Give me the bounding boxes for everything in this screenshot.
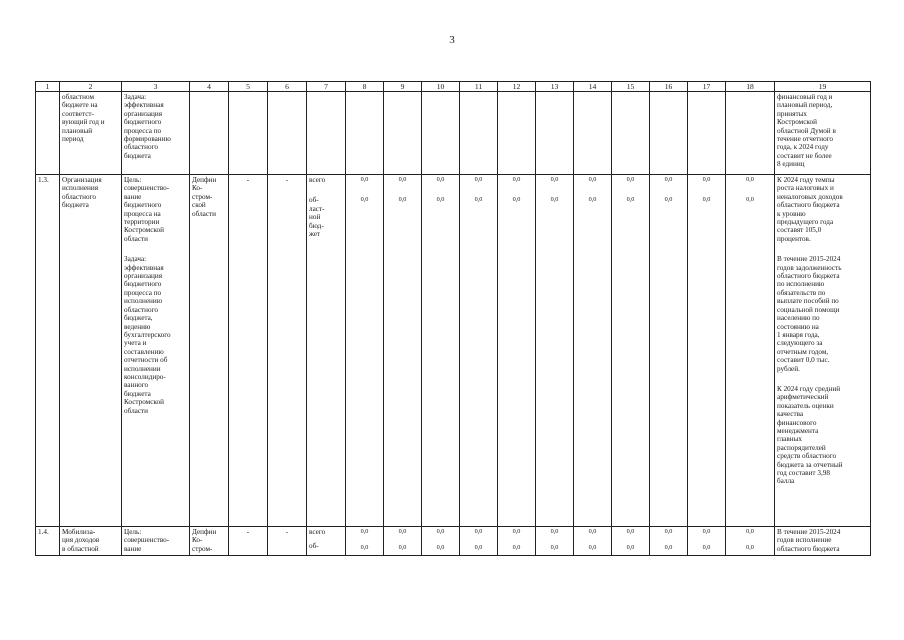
indicator-debt: В течение 2015-2024 годов задолженность областного бюджета по исполнению обязательств по выплате пособий по социальной помощи населению по состоянию на 1 января года, следующего за отчетным годом, составит 0,0 тыс. рублей. <box>777 255 842 373</box>
amount-regional: 0,0 <box>746 544 754 552</box>
empty-cell <box>346 92 384 175</box>
measure-name: областном бюджете на соответст- вующий год и плановый период <box>60 92 122 175</box>
empty-cell <box>574 92 612 175</box>
header-row <box>36 82 871 92</box>
funding-total: всего <box>309 176 326 184</box>
amount-cell <box>650 527 688 556</box>
amount-regional: 0,0 <box>664 196 673 204</box>
amount-cell <box>536 175 574 527</box>
empty-cell <box>229 92 268 175</box>
target-indicator: В течение 2015-2024 годов исполнение областного бюджета <box>775 527 871 556</box>
amount-cell <box>574 175 612 527</box>
amount-total: 0,0 <box>746 176 754 183</box>
amount-regional: 0,0 <box>588 196 597 204</box>
empty-cell <box>498 92 536 175</box>
amount-regional: 0,0 <box>702 544 711 552</box>
amount-cell <box>384 175 422 527</box>
col-number: 16 <box>650 82 688 92</box>
measure-task: Задача: эффективная организация бюджетного процесса по исполнению областного бюджета, ведению бухгалтерского учета и составлению отчетности об исполнении консолидиро- ванного бюджета Костромской области <box>124 255 171 415</box>
amount-cell <box>346 527 384 556</box>
dash-cell: - <box>268 527 307 556</box>
table-row-1-4 <box>36 527 871 556</box>
col-number: 12 <box>498 82 536 92</box>
amount-cell <box>498 175 536 527</box>
amount-cell <box>688 527 726 556</box>
executor: Депфин Ко- стром- ской области <box>190 175 229 527</box>
funding-regional: об- ласт- ной бюд- жет <box>309 196 325 239</box>
measure-goal: Цель: совершенство- вание бюджетного процесса на территории Костромской области <box>124 176 170 243</box>
col-number: 8 <box>346 82 384 92</box>
dash-cell: - <box>229 175 268 527</box>
col-number: 4 <box>190 82 229 92</box>
funding-source <box>307 527 346 556</box>
amount-cell <box>726 175 775 527</box>
amount-regional: 0,0 <box>474 544 483 552</box>
amount-regional: 0,0 <box>512 196 521 204</box>
amount-cell <box>422 527 460 556</box>
measure-task: Задача: эффективная организация бюджетного процесса по формированию областного бюджета <box>122 92 190 175</box>
amount-regional: 0,0 <box>436 196 445 204</box>
row-number <box>36 92 60 175</box>
empty-cell <box>536 92 574 175</box>
amount-cell <box>346 175 384 527</box>
col-number: 7 <box>307 82 346 92</box>
amount-regional: 0,0 <box>512 544 521 552</box>
indicator-tax-growth: К 2024 году темпы роста налоговых и неналоговых доходов областного бюджета к уровню предыдущего года составят 105,0 процентов. <box>777 176 843 243</box>
amount-regional: 0,0 <box>702 196 711 204</box>
col-number: 9 <box>384 82 422 92</box>
empty-cell <box>190 92 229 175</box>
program-table <box>35 81 871 556</box>
row-number: 1.3. <box>36 175 60 527</box>
amount-regional: 0,0 <box>474 196 483 204</box>
amount-total: 0,0 <box>436 528 445 535</box>
amount-regional: 0,0 <box>360 196 369 204</box>
col-number: 11 <box>460 82 498 92</box>
dash-cell: - <box>229 527 268 556</box>
col-number: 6 <box>268 82 307 92</box>
amount-total: 0,0 <box>398 176 407 183</box>
amount-regional: 0,0 <box>398 544 407 552</box>
measure-name: Организация исполнения областного бюджета <box>60 175 122 527</box>
amount-total: 0,0 <box>550 176 559 183</box>
amount-total: 0,0 <box>626 528 635 535</box>
col-number: 3 <box>122 82 190 92</box>
amount-regional: 0,0 <box>626 544 635 552</box>
funding-source <box>307 175 346 527</box>
page-number: 3 <box>449 34 455 46</box>
amount-total: 0,0 <box>746 528 754 535</box>
amount-total: 0,0 <box>512 176 521 183</box>
amount-total: 0,0 <box>436 176 445 183</box>
col-number: 5 <box>229 82 268 92</box>
amount-cell <box>726 527 775 556</box>
empty-cell <box>307 92 346 175</box>
empty-cell <box>422 92 460 175</box>
amount-cell <box>574 527 612 556</box>
amount-total: 0,0 <box>512 528 521 535</box>
empty-cell <box>268 92 307 175</box>
executor: Депфин Ко- стром- <box>190 527 229 556</box>
amount-total: 0,0 <box>664 528 673 535</box>
amount-cell <box>460 527 498 556</box>
amount-total: 0,0 <box>588 176 597 183</box>
amount-regional: 0,0 <box>550 196 559 204</box>
amount-cell <box>688 175 726 527</box>
amount-regional: 0,0 <box>626 196 635 204</box>
empty-cell <box>384 92 422 175</box>
target-indicators <box>775 175 871 527</box>
col-number: 15 <box>612 82 650 92</box>
amount-total: 0,0 <box>360 176 369 183</box>
funding-regional: об- <box>309 542 319 551</box>
col-number: 14 <box>574 82 612 92</box>
table-row-continued <box>36 92 871 175</box>
amount-regional: 0,0 <box>588 544 597 552</box>
amount-total: 0,0 <box>626 176 635 183</box>
col-number: 17 <box>688 82 726 92</box>
amount-total: 0,0 <box>550 528 559 535</box>
col-number: 13 <box>536 82 574 92</box>
row-number: 1.4. <box>36 527 60 556</box>
measure-goal-task <box>122 175 190 527</box>
amount-total: 0,0 <box>702 528 711 535</box>
amount-total: 0,0 <box>664 176 673 183</box>
amount-cell <box>422 175 460 527</box>
amount-regional: 0,0 <box>746 196 754 204</box>
funding-total: всего <box>309 528 326 536</box>
amount-total: 0,0 <box>474 176 483 183</box>
col-number: 1 <box>36 82 60 92</box>
amount-regional: 0,0 <box>360 544 369 552</box>
amount-total: 0,0 <box>702 176 711 183</box>
amount-regional: 0,0 <box>664 544 673 552</box>
amount-total: 0,0 <box>474 528 483 535</box>
table-row-1-3 <box>36 175 871 527</box>
amount-total: 0,0 <box>398 528 407 535</box>
measure-goal: Цель: совершенство- вание <box>122 527 190 556</box>
amount-cell <box>612 527 650 556</box>
col-number: 10 <box>422 82 460 92</box>
empty-cell <box>460 92 498 175</box>
col-number: 2 <box>60 82 122 92</box>
amount-total: 0,0 <box>588 528 597 535</box>
empty-cell <box>612 92 650 175</box>
amount-regional: 0,0 <box>550 544 559 552</box>
empty-cell <box>688 92 726 175</box>
dash-cell: - <box>268 175 307 527</box>
empty-cell <box>650 92 688 175</box>
indicator-financial-management: К 2024 году средний арифметический показатель оценки качества финансового менеджмента главных распорядителей средств областного бюджета за отчетный год составит 3,98 балла <box>777 384 843 486</box>
measure-name: Мобилиза- ция доходов в областной <box>60 527 122 556</box>
empty-cell <box>726 92 775 175</box>
amount-regional: 0,0 <box>436 544 445 552</box>
amount-cell <box>612 175 650 527</box>
col-number: 18 <box>726 82 775 92</box>
amount-cell <box>650 175 688 527</box>
amount-regional: 0,0 <box>398 196 407 204</box>
col-number: 19 <box>775 82 871 92</box>
amount-total: 0,0 <box>360 528 369 535</box>
amount-cell <box>498 527 536 556</box>
amount-cell <box>384 527 422 556</box>
amount-cell <box>460 175 498 527</box>
amount-cell <box>536 527 574 556</box>
target-indicator: финансовый год и плановый период, принятых Костромской областной Думой в течение отчетного года, к 2024 году составит не более 8 единиц <box>775 92 871 175</box>
